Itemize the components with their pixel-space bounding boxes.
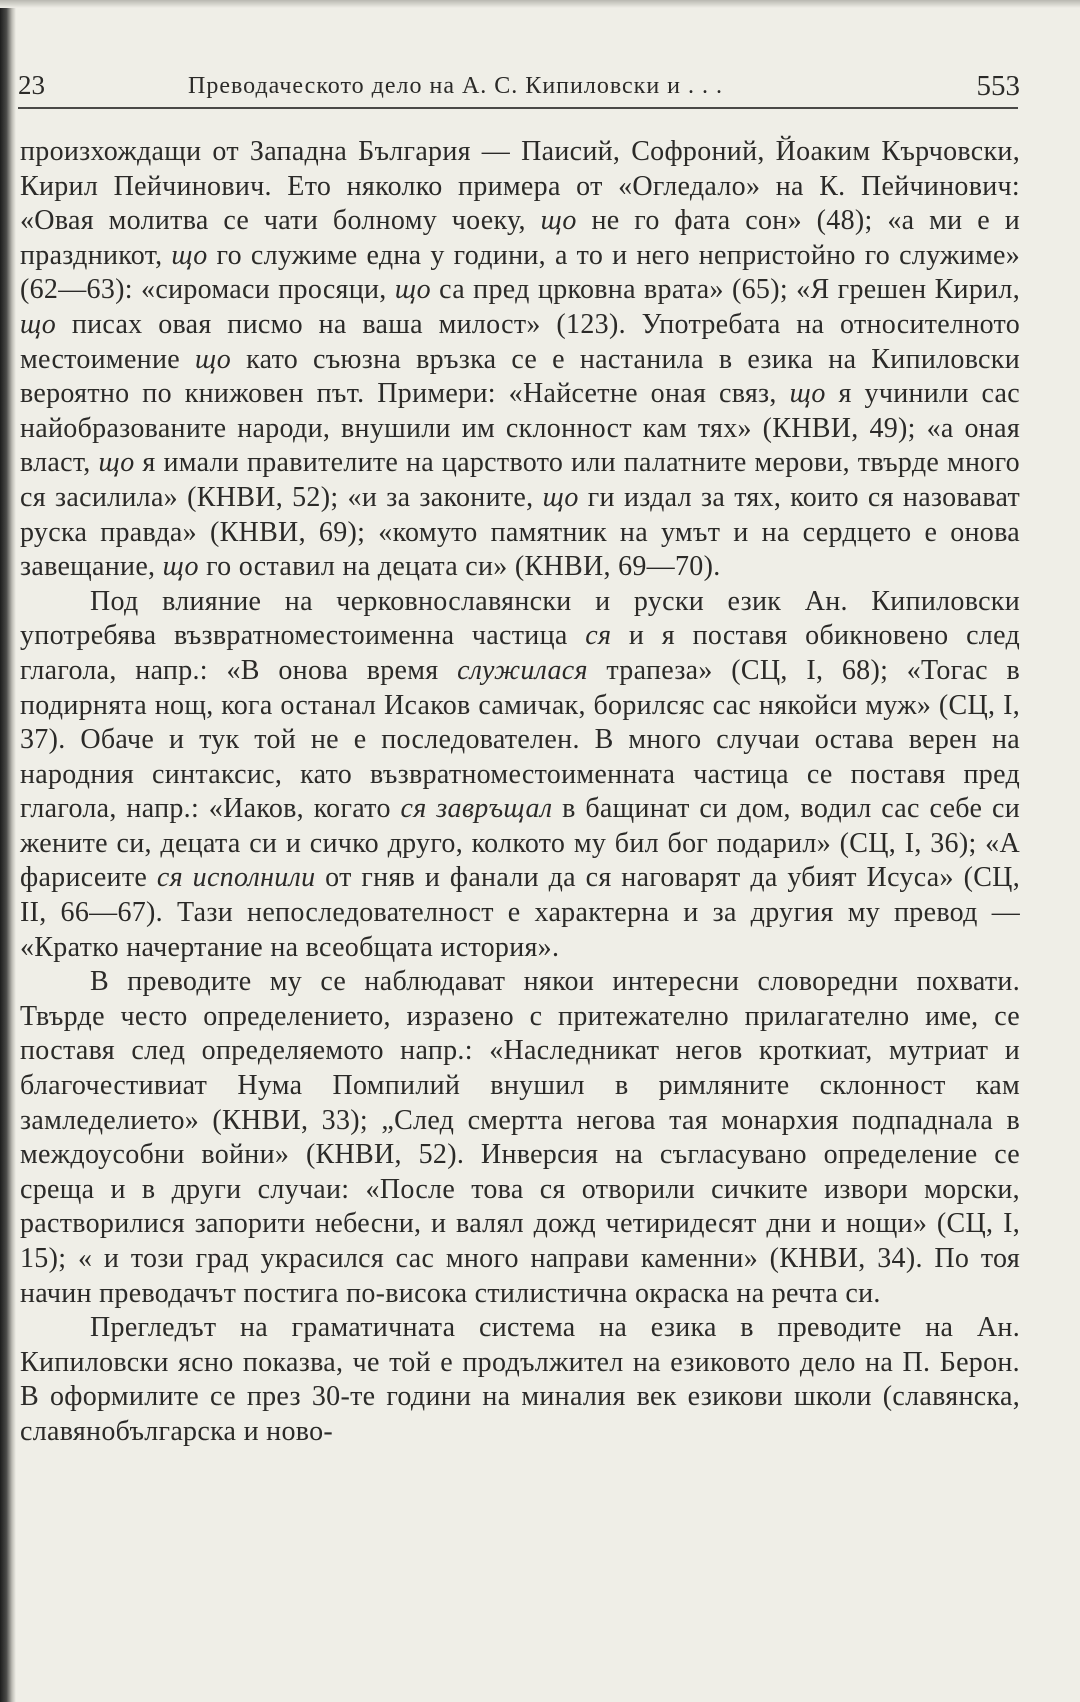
text-run: я учинили сас найобразованите народи, внушили им склонност кам тях» (КНВИ, 49); «а оная власт, bbox=[20, 378, 1020, 479]
paragraph bbox=[20, 585, 1020, 966]
text-run: трапеза» (СЦ, I, 68); «Тогас в подирнята нощ, кога останал Исаков самичак, борилсяс сас някойси муж» (СЦ, I, 37). Обаче и тук той не е последователен. В много случаи остава верен на народния синтаксис, като възвратноместоименната частица се поставя пред глагола, напр.: «Иаков, когато bbox=[20, 654, 1021, 825]
italic-term: що bbox=[540, 205, 577, 237]
paragraph bbox=[20, 965, 1020, 1311]
text-run: и я поставя обикновено след глагола, напр.: «В онова время bbox=[20, 620, 1020, 686]
running-title: Преводаческото дело на А. С. Кипиловски и . . . bbox=[188, 73, 724, 99]
italic-term: що bbox=[98, 447, 135, 479]
italic-term: що bbox=[789, 378, 826, 410]
text-run: не го фата сон» (48); «а ми е и праздникот, bbox=[20, 205, 1020, 271]
text-run: писах овая писмо на ваша милост» (123). Употребата на относителното местоимение bbox=[20, 308, 1020, 375]
running-header bbox=[18, 70, 1020, 110]
text-run: Прегледът на граматичната система на езика в преводите на Ан. Кипиловски ясно показва, че той е продължител на езиковото дело на П. Берон. В оформилите се през 30-те години на миналия век езикови школи (славянска, славянобългарска и ново- bbox=[20, 1312, 1020, 1447]
paragraph bbox=[20, 1311, 1020, 1449]
italic-term: що bbox=[162, 551, 199, 583]
italic-term: що bbox=[394, 274, 431, 306]
text-run: от гняв и фанали да ся наговарят да убият Исуса» (СЦ, II, 66—67). Тази непоследователност е характерна и за другия му превод — «Кратко начертание на всеобщата история». bbox=[20, 862, 1020, 963]
header-rule bbox=[18, 107, 1018, 109]
page-number: 553 bbox=[976, 70, 1020, 102]
book-spine-shadow bbox=[0, 0, 16, 1702]
italic-term: ся завръщал bbox=[400, 793, 553, 825]
text-run: в бащинат си дом, водил сас себе си жените си, децата си и сичко друго, колкото му бил бог подарил» (СЦ, I, 36); «А фарисеите bbox=[20, 793, 1020, 894]
text-run: го служиме една у години, а то и него непристойно го служиме» (62—63): «сиромаси просяци, bbox=[20, 239, 1020, 306]
italic-term: служилася bbox=[457, 654, 588, 686]
italic-term: що bbox=[542, 481, 579, 513]
italic-term: ся исполнили bbox=[156, 862, 316, 894]
text-run: го оставил на децата си» (КНВИ, 69—70). bbox=[198, 551, 721, 583]
text-run: произхождащи от Западна България — Паисий, Софроний, Йоаким Кърчовски, Кирил Пейчинович. Ето няколко примера от «Огледало» на К. Пейчинович: «Овая молитва се чати болному чоеку, bbox=[20, 136, 1020, 237]
italic-term: ся bbox=[585, 620, 612, 652]
text-run: са пред црковна врата» (65); «Я грешен Кирил, bbox=[430, 274, 1020, 306]
body-text bbox=[20, 135, 1020, 1450]
text-run: я имали правителите на царството или палатните мерови, твърде много ся засилила» (КНВИ, 52); «и за законите, bbox=[20, 447, 1020, 513]
paragraph bbox=[20, 135, 1020, 585]
text-run: Под влияние на черковнославянски и руски език Ан. Кипиловски употребява възвратноместоименна частица bbox=[20, 585, 1020, 652]
text-run: като съюзна връзка се е настанила в езика на Кипиловски вероятно по книжовен път. Примери: «Найсетне оная связ, bbox=[20, 343, 1020, 410]
italic-term: що bbox=[194, 343, 232, 375]
text-run: В преводите му се наблюдават някои интересни словоредни похвати. Твърде често определението, изразено с притежателно прилагателно име, се поставя след определяемото напр.: «Наследникат негов кроткиат, мутриат и благочестивиат Нума Помпилий внушил в римляните склонност кам замледелието» (КНВИ, 33); „След смертта негова тая монархия подпаднала в междоусобни войни» (КНВИ, 52). Инверсия на съгласувано определение се среща и в други случаи: «После това ся отворили сичките извори морски, растворилися запорити небесни, и валял дожд четиридесят дни и нощи» (СЦ, I, 15); « и този град украсился сас много направи каменни» (КНВИ, 34). По тоя начин преводачът постига по-висока стилистична окраска на речта си. bbox=[20, 966, 1020, 1309]
page-top-shadow bbox=[0, 0, 1080, 8]
header-left-number: 23 bbox=[18, 70, 45, 100]
text-run: ги издал за тях, които ся назовават руска правда» (КНВИ, 69); «комуто памятник на умът и на сердцето е онова завещание, bbox=[20, 481, 1020, 583]
italic-term: що bbox=[20, 308, 57, 340]
italic-term: що bbox=[171, 239, 208, 271]
